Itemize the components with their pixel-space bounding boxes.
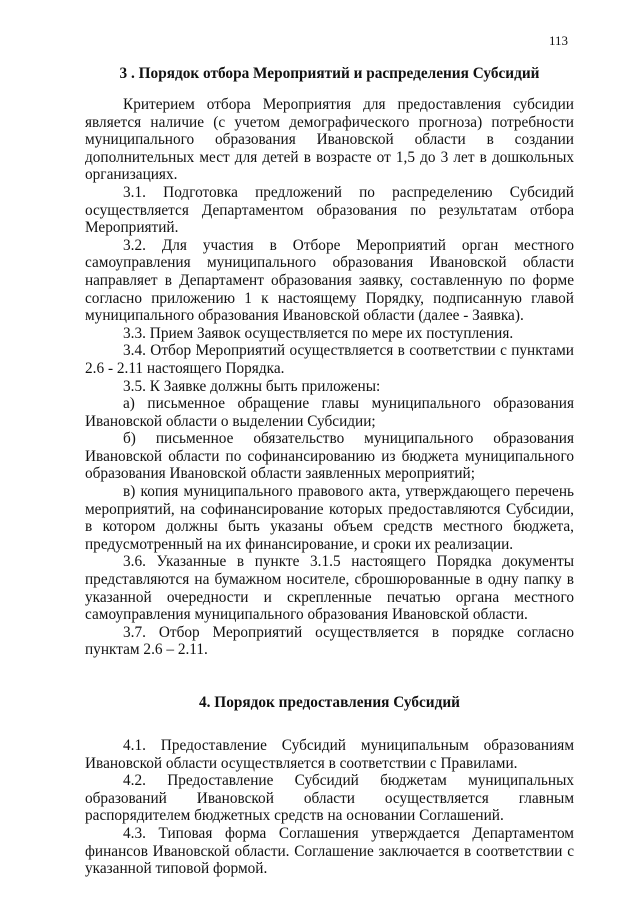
paragraph-4-1: 4.1. Предоставление Субсидий муниципальным образованиям Ивановской области осуществляется в соответствии с Правилами.	[85, 737, 574, 772]
paragraph-3-5-a: а) письменное обращение главы муниципального образования Ивановской области о выделении Субсидии;	[85, 395, 574, 430]
paragraph-3-5-v: в) копия муниципального правового акта, утверждающего перечень мероприятий, на софинансирование которых предоставляются Субсидии, в котором должны быть указаны объем средств местного бюджета, предусмотренный на их финансирование, и сроки их реализации.	[85, 483, 574, 553]
paragraph-3-5: 3.5. К Заявке должны быть приложены:	[123, 377, 381, 395]
paragraph-3-2: 3.2. Для участия в Отборе Мероприятий орган местного самоуправления муниципального образования Ивановской области направляет в Департамент образования заявку, составленную по форме согласно приложению 1 к настоящему Порядку, подписанную главой муниципального образования Ивановской области (далее - Заявка).	[85, 236, 574, 325]
section-4-heading: 4. Порядок предоставления Субсидий	[199, 694, 460, 711]
paragraph-3-3: 3.3. Прием Заявок осуществляется по мере их поступления.	[123, 324, 514, 342]
page-number: 113	[548, 33, 568, 48]
paragraph-3-4: 3.4. Отбор Мероприятий осуществляется в соответствии с пунктами 2.6 - 2.11 настоящего Порядка.	[85, 342, 574, 377]
paragraph-4-2: 4.2. Предоставление Субсидий бюджетам муниципальных образований Ивановской области осуществляется главным распорядителем бюджетных средств на основании Соглашений.	[85, 772, 574, 825]
paragraph-3-7: 3.7. Отбор Мероприятий осуществляется в порядке согласно пунктам 2.6 – 2.11.	[85, 623, 574, 659]
section-3-body	[85, 96, 574, 878]
paragraph-3-5-b: б) письменное обязательство муниципального образования Ивановской области по софинансированию из бюджета муниципального образования Ивановской области заявленных мероприятий;	[85, 430, 574, 483]
paragraph-3-1: 3.1. Подготовка предложений по распределению Субсидий осуществляется Департаментом образования по результатам отбора Мероприятий.	[85, 183, 574, 237]
section-3-heading: 3 . Порядок отбора Мероприятий и распределения Субсидий	[119, 65, 540, 82]
paragraph-3-6: 3.6. Указанные в пункте 3.1.5 настоящего Порядка документы представляются на бумажном носителе, сброшюрованные в одну папку в указанной очередности и скрепленные печатью органа местного самоуправления муниципального образования Ивановской области.	[85, 553, 574, 624]
heading-gap	[85, 712, 574, 737]
paragraph-4-3: 4.3. Типовая форма Соглашения утверждается Департаментом финансов Ивановской области. Соглашение заключается в соответствии с указанной типовой формой.	[85, 824, 574, 878]
section-gap	[85, 659, 574, 693]
paragraph-criterion: Критерием отбора Мероприятия для предоставления субсидии является наличие (с учетом демографического прогноза) потребности муниципального образования Ивановской области в создании дополнительных мест для детей в возрасте от 1,5 до 3 лет в дошкольных организациях.	[85, 96, 574, 184]
